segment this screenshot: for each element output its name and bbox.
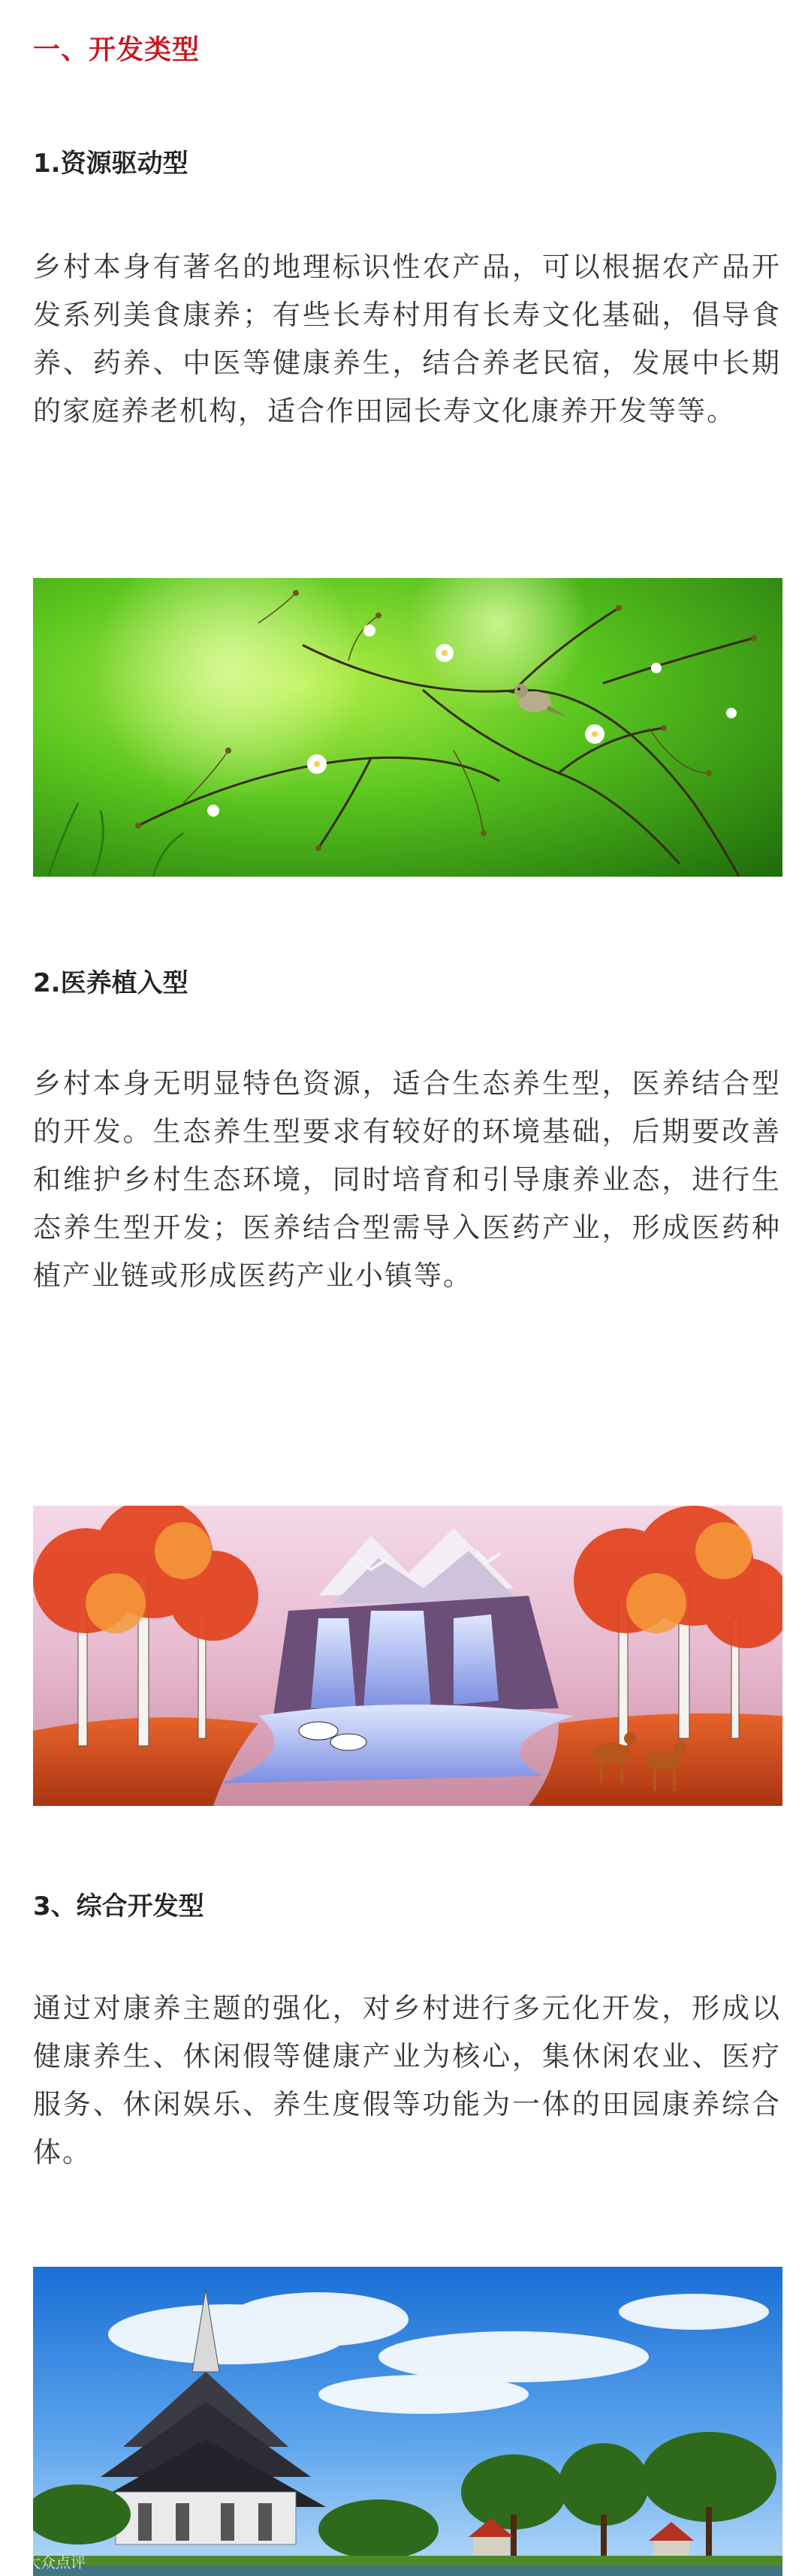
- heading-medical-implant: 2.医养植入型: [33, 968, 188, 998]
- paragraph-comprehensive: 通过对康养主题的强化，对乡村进行多元化开发，形成以健康养生、休闲假等健康产业为核心，集休闲农业、医疗服务、休闲娱乐、养生度假等功能为一体的田园康养综合体。: [33, 1992, 781, 2168]
- watermark: [5, 2550, 86, 2572]
- thai-temple-image: [33, 2267, 782, 2576]
- spring-flowers-bird-image: [33, 578, 782, 877]
- section-title: 一、开发类型: [33, 35, 200, 65]
- paragraph-resource-driven: 乡村本身有著名的地理标识性农产品，可以根据农产品开发系列美食康养；有些长寿村用有长寿文化基础，倡导食养、药养、中医等健康养生，结合养老民宿，发展中长期的家庭养老机构，适合作田园长寿文化康养开发等等。: [33, 251, 781, 427]
- autumn-waterfall-image: [33, 1506, 782, 1806]
- heading-resource-driven: 1.资源驱动型: [33, 149, 188, 179]
- paragraph-medical-implant: 乡村本身无明显特色资源，适合生态养生型，医养结合型的开发。生态养生型要求有较好的环境基础，后期要改善和维护乡村生态环境，同时培育和引导康养业态，进行生态养生型开发；医养结合型需导入医药产业，形成医药种植产业链或形成医药产业小镇等。: [33, 1067, 781, 1292]
- watermark-text: 大众点评: [26, 2553, 86, 2571]
- watermark-logo-icon: [5, 2553, 21, 2570]
- heading-comprehensive: 3、综合开发型: [33, 1891, 204, 1921]
